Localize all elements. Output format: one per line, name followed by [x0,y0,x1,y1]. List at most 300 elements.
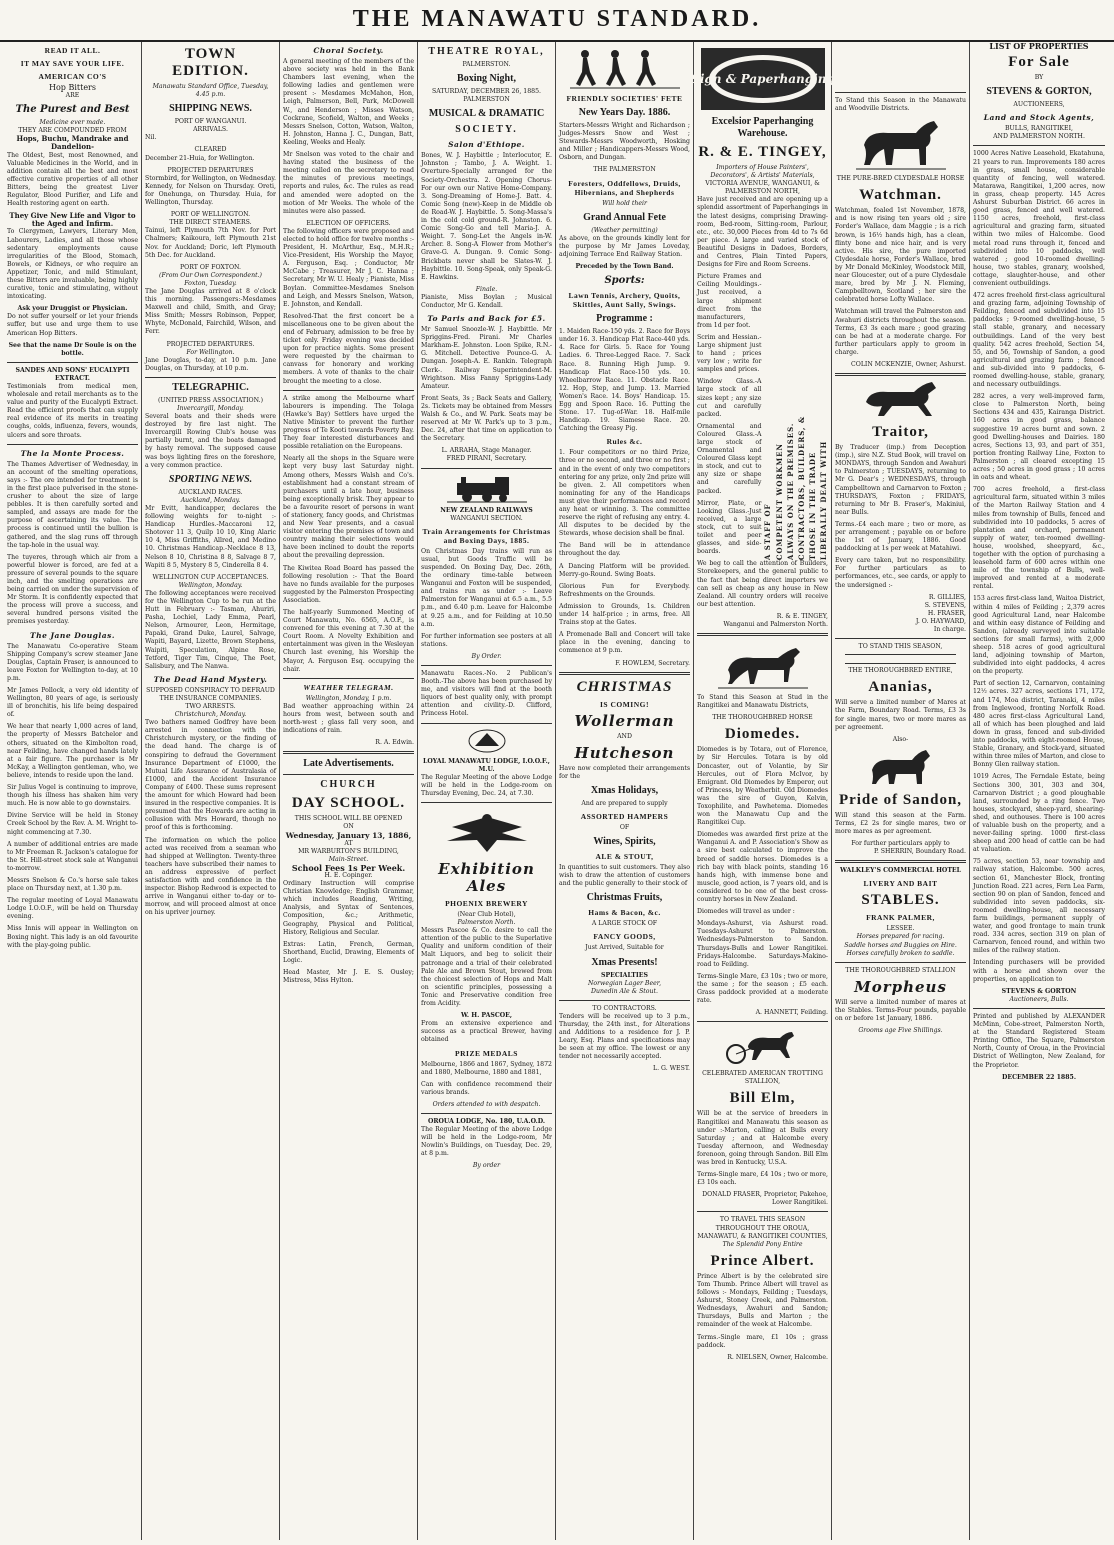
main-street-text: Main-Street. [328,855,369,863]
subheading: THE DIRECT STEAMERS. [169,219,252,227]
product-name: Hop Bitters [49,83,96,92]
dateline: Wellington, Monday, 1 p.m. [305,694,392,702]
paragraph: 700 acres freehold, a first-class agricultural farm, situated within 3 miles of the Marton Railway Station and 4 miles from township of Bulls, fenced and subdivided into 10 paddocks, 5 acres of plantation and orchard, permanent supply of water, ten-roomed dwelling-house, woolshed, sheepyard, &c., together with the option of purchasing a leasehold farm of 600 acres within one mile of the township of Bulls, well-improved and rented at a moderate rental. [973,486,1105,591]
paragraph: As above, on the grounds kindly lent for the purpose by Mr James Loveday, adjoining Terrace End Railway Station. [559,234,690,258]
paragraph: 1000 Acres Native Leasehold, Ekatahuna, 21 years to run. Improvements 180 acres in grass, small house, considerable quantity of fencing, well watered. Matarawa, Rangitikei, 1,200 acres, now in grass, cheap property. 145 Acres Ashurst Suburban District. 66 acres in good grass, fenced and well watered. 1150 acres, freehold, first-class agricultural and grazing farm, situated within two miles of Halcombe. Good metal road runs through it, fenced and subdivided into 10 paddocks, well watered ; good 10-roomed dwelling-house, two stables, granary, woolshed, cottage, slaughter-house, and other convenient outbuildings. [973,150,1105,287]
of-text: OF [619,823,630,831]
paragraph: Mr Samuel Snoozle-W. J. Haybittle. Mr Spriggins-Fred. Pirani. Mr Charles Markham-E. Johnston. Loon Spike, R.N.-G. Mitchell. Detective Pounce-G. A. Dungan. Joseph-A. E. Rankin. Telegraph Clerk-. Railway Superintendent-M. Wrightson. Miss Fanny Spriggins-Lady Amateur. [421,326,552,390]
xmas-heading: Xmas Holidays, [590,784,659,796]
paragraph: Terms-Single mare, £4 10s ; two or more, £3 10s each. [697,1171,828,1187]
vertical-text: LIBERALLY DEALT WITH [818,440,828,561]
day-school-heading: DAY SCHOOL. [291,795,406,812]
paragraph: Will serve a limited number of mares at the Stables. Terms-Four pounds, payable on or before 1st January, 1886. [835,998,966,1022]
to-stand: TO STAND THIS SEASON, [858,643,943,651]
paragraph: The Jane Douglas arrived at 8 o'clock this morning. Passengers:-Mesdames Maxwell and child, Smith, and Gray; Miss Smith; Messrs Robinson, Pepper, Whyte, McDonald, Fairchild, Wilson, and Ferr. [145,287,276,336]
prepared-text: And are prepared to supply [581,799,668,807]
paragraph: Part of section 12, Carnarvon, containing 12½ acres. 327 acres, sections 171, 172, and 174, Moa district, Taranaki, 4 miles from Inglewood, fronting Norfolk Road. 480 acres first-class Agricultural Land, all of which has been ploughed and laid down in grass, fenced and sub-divided into paddocks, with eight-roomed House, Stable, Granary, and Stock-yard, situated within three miles of Marton, and close to Bonny Glen railway station. [973,680,1105,769]
paragraph: A Promenade Ball and Concert will take place in the evening, dancing to commence at 9 p.m. [559,631,690,655]
large-text: A LARGE STOCK OF [591,920,658,928]
further-text: For further particulars apply to [851,840,950,848]
signature: R. GILLIES, [928,593,966,601]
paragraph: We hear that nearly 1,000 acres of land, the property of Messrs Batchelor and others, situated on the Kimbolton road, near Feilding, have changed hands lately at a fair figure. The purchaser is Mr McKay, a Wellington gentleman, who, we believe, intends to reside upon the land. [7,723,138,779]
paragraph: To Stand this Season at Stud in the Rangitikei and Manawatu Districts, [697,694,828,710]
date-text: SATURDAY, DECEMBER 26, 1885. [431,88,542,96]
clydesdale-horse-icon [856,117,946,171]
divider [283,678,414,679]
telegraphic-heading: TELEGRAPHIC. [172,381,249,393]
firm-heading: STEVENS & GORTON, [986,86,1092,98]
divider [559,1000,690,1001]
signature: R. NIELSEN, Owner, Halcombe. [727,1353,828,1361]
lessee-text: LESSEE. [886,925,915,933]
presents-heading: Xmas Presents! [591,956,658,968]
by-text: BY [1034,74,1044,82]
subheading: For Wellington. [186,348,235,356]
weather-note: (Weather permitting) [591,226,658,234]
sporting-heading: SPORTING NEWS. [168,473,253,485]
paragraph: December 21-Huia, for Wellington. [145,154,255,162]
paragraph: Will serve a limited number of Mares at the Farm, Boundary Road. Terms, £3 3s for single mares, two or more mares as per agreement. [835,699,966,731]
paragraph: Pianiste, Miss Boylan ; Musical Conductor, Mr G. Kendall. [421,293,552,309]
finale-heading: Finale. [475,285,498,293]
paragraph: Will stand this season at the Farm. Terms, £2 2s for single mares, two or more mares as per agreement. [835,811,966,835]
diomedes-heading: Diomedes. [724,726,801,743]
divider [421,665,552,666]
subheading: (UNITED PRESS ASSOCIATION.) [158,396,263,404]
foresters-heading: Foresters, Oddfellows, Druids, Hibernians, and Shepherds [568,178,681,197]
livery-heading: LIVERY AND BAIT [863,879,938,889]
signature: Auctioneers, Bulls. [1009,995,1069,1003]
paragraph: Ornamental and Coloured Glass.-A large stock of Ornamental and Coloured Glass kept in stock, and cut to any size or shape and carefully packed. [697,422,762,495]
band-text: Preceded by the Town Band. [575,263,674,271]
boxing-heading: Boxing Night, [457,73,516,85]
signature: STEVENS & GORTON [1001,987,1077,995]
divider [559,672,690,675]
horses-text: Horses prepared for racing. [856,933,945,941]
salon-heading: Salon d'Ethiope. [448,140,525,150]
paragraph: Have just received and are opening up a splendid assortment of Paperhangings in the latest designs, comprising Drawing-room, Bed-room, Sitting-room, Parlour, etc., etc. 30,000 Pieces from 4d to 7s 6d per piece. A large and varied stock of Beautiful Designs in Dadoes, Borders, and Centres, Plain Tinted Papers, Designs for Fire and Room Screens. [697,196,828,269]
signature: COLIN MCKENZIE, Owner, Ashurst. [851,360,966,368]
eagle-icon [442,807,532,857]
vigor-heading: They Give New Life and Vigor to the Aged and Infirm. [9,211,136,229]
palmerston-text: THE PALMERSTON [593,166,656,174]
divider [835,638,966,639]
vertical-text: THOSE IN THE TRADE [807,451,817,561]
divider [283,390,414,391]
subheading: CLEARED [194,146,227,154]
fruits-heading: Christmas Fruits, [586,892,663,904]
remember-text: See that the name Dr Soule is on the bottle. [8,341,137,357]
paragraph: Scrim and Hessian.-Large shipment just to hand ; prices very low ; write for samples and prices. [697,333,762,374]
paragraph: Diomedes will travel as under : [697,908,795,916]
paragraph: Diomedes is by Totara, out of Florence, by Sir Hercules. Totara is by old Doncaster, out of Volantie, by Sir Hercules, out of Flora McIvor, by Emigrant. Old Diomedes by Emperor, out of Princess, by Weatherbit. Old Diomedes was the sire of Guyon, Kelvin, Toxophilite, and Pawhetema. Diomedes won the Manawatu Cup and the Rangitikei Cup. [697,746,828,827]
paragraph: The tuyeres, through which air from a powerful blower is forced, are fed at a pressure of several pounds to the square inch, and the smelting operations are being carried on under the supervision of Mr Storm. It is confidently expected that the process will prove a success, and several hundred persons visited the premises yesterday. [7,553,138,626]
paragraph: Divine Service will be held in Stoney Creek School by the Rev. A. M. Wright to-night commencing at 7.30. [7,812,138,836]
bill-elm-heading: Bill Elm, [729,1090,796,1107]
grooms-text: Grooms age Five Shillings. [858,1027,943,1035]
paragraph: Manawatu Races.-No. 2 Publican's Booth.-The above has been purchased by me, and visitors will find at the booth liquors of best quality only, with prompt attention and civility.-D. Clifford, Princess Hotel. [421,669,552,718]
prince-heading: Prince Albert. [710,1252,815,1269]
palm-text: AND PALMERSTON NORTH. [993,133,1085,141]
signature: L. G. WEST. [653,1065,690,1073]
vertical-text: A STAFF OF [763,503,773,561]
divider [421,723,552,724]
column-4 [418,42,556,1540]
paragraph: The Regular Meeting of the above Lodge will be held in the Lodge-room on Thursday Evening, Dec. 24, at 7.30. [421,773,552,797]
druggist-text: Ask your Druggist or Physician. [17,305,128,313]
divider [973,1008,1105,1009]
signature: F. HOWLEM, Secretary. [615,659,690,667]
choral-heading: Choral Society. [313,46,384,55]
vertical-text: CONTRACTORS, BUILDERS, & [796,415,806,561]
paragraph: We beg to call the attention of Builders, Storekeepers, and the general public to the fact that being direct importers we can sell as cheap as any house in New Zealand. All country orders will receive our best attention. [697,560,828,608]
are-text: ARE [65,92,80,100]
sale-heading: For Sale [1008,54,1070,71]
signature: P. SHERRIN, Boundary Road. [873,848,966,856]
paragraph: 472 acres freehold first-class agricultural and grazing farm, adjoining Township of Feilding, fenced and subdivided into 15 paddocks ; 9-roomed dwelling-house, 5 stall stable, granary, and necessary outbuildings. Land of the very best quality. 542 acres freehold, Section 54, 55, and 56, Township of Sandon, a good agricultural and grazing farm ; fenced and sub-divided into 9 paddocks, 6-roomed dwelling-house, stable, granary, and necessary outbuildings. [973,292,1105,389]
subheading: ARRIVALS. [193,126,228,134]
on-text: ON [343,823,354,831]
paragraph: Bad weather approaching within 24 hours from west, between south and north-west ; glass fall very soon, and indications of rain. [283,702,414,735]
paragraph: The Regular Meeting of the above Lodge will be held in the Lodge-room, Mr Nowlin's Buildings, on Tuesday, Dec. 29, at 8 p.m. [421,1126,552,1158]
walkley-heading: WALKLEY'S COMMERCIAL HOTEL [840,867,961,875]
signature: In charge. [933,626,966,634]
signature: FRED PIRANI, Secretary. [446,455,527,463]
divider [973,145,1105,146]
society-heading: SOCIETY. [455,124,518,136]
section-heading: WANGANUI SECTION. [450,514,523,522]
importers-text: Importers of House Painters', Decorators', & Artists' Materials, [710,164,815,180]
medicine-text: Medicine ever made. [39,119,106,127]
port-heading: PORT OF WANGANUI. [174,118,247,126]
paragraph: Do not suffer yourself or let your friends suffer, but use and urge them to use American Hop Bitters. [7,313,138,337]
svg-text:Sign & Paperhanging: Sign & Paperhanging [690,72,835,86]
building-text: MR WARBURTON'S BUILDING, [298,847,399,855]
paragraph: Front Seats, 3s ; Back Seats and Gallery, 2s. Tickets may be obtained from Messrs Walsh & Co., and W. Park. Seats may be reserved at Mr W. Park's up to 3 p.m., Dec. 24, after that time on application to the Secretary. [421,394,552,443]
land-heading: Land and Stock Agents, [983,113,1095,123]
divider [697,1211,828,1212]
at-text: AT [344,839,353,847]
dunedin-text: Dunedin Ale & Stout. [591,987,658,995]
paragraph: A number of additional entries are made to Mr Freeman R. Jackson's catalogue for the St. Hill-street stock sale at Wanganui to-morrow. [7,840,138,872]
paragraph: The Oldest, Best, most Renowned, and Valuable Medicines in the World, and in addition contain all the best and most effective curative properties of all other Bitters, being the greatest Liver Regulator, Blood Purifier, and Life and Health restoring agent on earth. [7,151,138,208]
lodge-heading: LOYAL MANAWATU LODGE, I.O.O.F., M.U. [423,757,550,773]
prize-heading: PRIZE MEDALS [455,1048,518,1058]
paragraph: Starters-Messrs Wright and Richardson ; Judges-Messrs Snow and West ; Stewards-Messrs Woodworth, Hosking and Miller ; Handicappers-Messrs Wood, Osborn, and Dungan. [559,122,690,162]
compounded-text: THEY ARE COMPOUNDED FROM [18,127,127,135]
paragraph: The Manawatu Co-operative Steam Shipping Company's screw steamer Jane Douglas, Captain Fraser, is announced to leave Foxton for Wellington to-day, at 10 p.m. [7,642,138,682]
column-6 [690,42,835,1540]
paragraph: Terms.-£4 each mare ; two or more, as per arrangement ; payable on or before the 1st of January, 1886. Good paddocking at 1s per week at Matahiwi. [835,520,966,553]
lodge-emblem-icon [467,728,507,754]
paragraph: Mr Snelson was voted to the chair and having stated the business of the meeting called on the secretary to read the minutes of previous meetings, reports and rules, &c. The rules as read and amended were adopted on the motion of Mr Weeks. The whole of the minutes were also passed. [283,151,414,215]
paragraph: Testimonials from medical men, wholesale and retail merchants as to the value and purity of the Eucalypti Extract. Read the efficient proofs that can supply real evidence of its merits in treating coughs, colds, influenza, fevers, wounds, ulcers and sore throats. [7,383,138,439]
paragraph: From an extensive experience and success as a practical Brewer, having obtained [421,1020,552,1044]
racehorse-icon [856,380,946,420]
fancy-heading: FANCY GOODS, [593,932,656,942]
palmerston-north-text: Palmerston North. [457,919,516,927]
paragraph: Watchman will travel the Palmerston and Awahuri districts throughout the season. Terms, £3 3s each mare ; good grazing can be had at a moderate charge. For further particulars apply to groom in charge. [835,308,966,356]
will-hold: Will hold their [602,199,647,207]
divider [835,92,966,93]
reopened-text: THIS SCHOOL WILL BE OPENED [294,815,403,823]
port-heading: PORT OF WELLINGTON. [170,211,251,219]
subheading: SUPPOSED CONSPIRACY TO DEFRAUD THE INSURANCE COMPANIES. [146,686,275,702]
paragraph: Will be at the service of breeders in Rangitikei and Manawatu this season as under :-Marton, calling at Bulls every Saturday ; and at Halcombe every Tuesday afternoon, and Wednesday forenoon, going through Sandon. Bill Elm was bred in Kentucky, U.S.A. [697,1110,828,1166]
jane-heading: The Jane Douglas. [30,630,115,640]
dateline: Auckland, Monday. [180,496,241,504]
paragraph: Diomedes was awarded first prize at the Wanganui A. and P. Association's Show as a sire best calculated to improve the breed of saddle horses. Diomedes is a rich bay with black points, standing 16 hands high, with immense bone and muscle, good action, is 7 years old, and is considered to be one of the best cross-country horses in New Zealand. [697,831,828,904]
rules-heading: Rules &c. [606,437,643,447]
paragraph: Tainui, left Plymouth 7th Nov. for Port Chalmers; Kaikoura, left Plymouth 21st Nov. for Auckland; Doric, left Plymouth 5th Dec. for Auckland. [145,227,276,259]
runners-icon [570,46,680,90]
hams-heading: Hams & Bacon, &c. [588,908,661,918]
stables-heading: STABLES. [861,892,940,909]
banner-heading: Excelsior Paperhanging Warehouse. [711,116,814,139]
paragraph: In quantities to suit customers. They also wish to draw the attention of customers and the public generally to their stock of [559,864,690,888]
musical-heading: MUSICAL & DRAMATIC [428,108,545,120]
paragraph: Intending purchasers will be provided with a horse and shown over the properties, on application to [973,959,1105,983]
column-8 [970,42,1108,1540]
phoenix-heading: PHOENIX BREWERY [445,899,528,908]
friendly-heading: FRIENDLY SOCIETIES' FETE [566,94,683,103]
christmas-heading: CHRISTMAS [576,678,673,695]
paragraph: 1. Four competitors or no third Prize, three or no second, and three or no first ; and in the event of only two competitors entering for any prize, only 2nd prize will be given. 2. All competitors when nominating for any of the Handicaps must give their performances and record any heat or winning. 3. The committee reserve the right of refusing any entry. 4. All disputes to be decided by the Stewards, whose decision shall be final. [559,449,690,538]
paragraph: Messrs Pascoe & Co. desire to call the attention of the public to the Superlative Quality and uniform condition of their Malt Liquors, and beg to solicit their patronage and a trial of their celebrated Pale Ale and Brown Stout, brewed from the choicest selection of Hops and Malt on scientific principles, possessing a Tonic and Preservative condition free from Acidity. [421,927,552,1008]
paragraph: 282 acres, a very well-improved farm, close to Palmerston North, being Sections 434 and 435, Kairanga District. 160 acres in good grass, balance suggestive 19 acres burnt and sown. 2 good Dwelling-houses and Dairies. 180 acres, Sections 13, 93, and part of 351, portion fronting Railway Line, Foxton to Palmerston ; all cleared excepting 15 acres ; 50 acres in good grass ; 10 acres in oats and wheat. [973,393,1105,482]
paragraph: Terms.-Single mare, £1 10s ; grass paddock. [697,1333,828,1349]
divider [7,444,138,445]
paragraph: Ordinary Instruction will comprise Christian Knowledge; English Grammar, which includes Reading, Writing, Analysis, and Syntax of Sentences, Composition, &c.; Arithmetic, Geography, Physical and Political, History, Religious and Secular. [283,880,414,936]
paragraph: Watchman, foaled 1st November, 1878, and is now rising ten years old ; sire Forder's Wallace, dam Maggie ; is a rich brown, is 16½ hands high, has a clean, flinty bone and nice hair, and is very active. His sire, the pure imported Clydesdale horse, Forder's Wallace, bred by Mr Donald McKinley, Woodstock Mill, near Gloucester, out of a pure Clydesdale mare, bred by Mr J. N. Fleming, Campbelltown, Scotland ; her sire the celebrated horse Lofty Wallace. [835,207,966,304]
paragraph: Window Glass.-A large stock of all sizes kept ; any size cut and carefully packed. [697,378,762,418]
imprint: Printed and published by ALEXANDER McMinn, Cobe-street, Palmerston North, at the Standard Registered Steam Printing Office, The Square, Palmerston North, County of Oroua, in the Provincial District of Wellington, New Zealand, for the Proprietor. [973,1012,1105,1069]
fees-text: School Fees 1s Per Week. [291,862,406,873]
paragraph: To Stand this Season in the Manawatu and Woodville Districts. [835,97,966,113]
paragraph: Bones, W. J. Haybittle ; Interlocutor, E. Johnston ; Tambo, J. A. Weight. 1. Overture-Specially arranged for the Society-Orchestra. 2. Opening Chorus-For our own our Native Home-Company. 3. Song-Dreaming of Home-J. Batt. 4. Comic Song (new)-Keep in de Middle ob de Road-W. J. Haybittle. 5. Song-Massa's in the cold cold ground-R. Johnston. 6. Comic Song-Go and tell Maria-J. A. Weight. 7. Song-Let the Angels in-W. Archer. 8. Song-A Flower from Mother's Grave-G. A. Dungan. 9. Comic Song-Brickbats never shall be Slates-W. J. Haybittle. 10. Song-Speak, only Speak-G. E. Hawkins. [421,152,552,281]
divider [845,654,956,664]
travel-heading: TO TRAVEL THIS SEASON THROUGHOUT THE OROUA, MANAWATU, & RANGITIKEI COUNTIES, [697,1216,828,1240]
firm-heading: R. & E. TINGEY, [698,144,827,160]
signature: L. ARRAHA, Stage Manager. [441,447,532,455]
grand-heading: Grand Annual Fete [583,211,666,223]
divider [421,1113,552,1114]
subheading: AUCKLAND RACES. [178,488,243,496]
railways-heading: NEW ZEALAND RAILWAYS [440,506,533,514]
paragraph: Miss Innis will appear in Wellington on Boxing night. This lady is an old favourite with the play-going public. [7,925,138,949]
paragraph: For further information see posters at all stations. [421,632,552,648]
paragraph: 75 acres, section 53, near township and railway station, Halcombe. 500 acres, section 61, Manchester Block, fronting Junction Road. 221 acres, Fern Lea Farm, section 90 on plan of Sandon, fenced and subdivided into seven paddocks, six-roomed dwelling-house, all necessary farm buildings, permanent supply of water, and good frontage to main trunk road. 334 acres, section 319 on plan of Carnarvon, fenced round, and within two miles of the railway station. [973,858,1105,955]
hutcheson-heading: Hutcheson [574,743,675,762]
company-heading: AMERICAN CO'S [38,72,107,81]
divider [697,633,828,636]
signature: A. HANNETT, Feilding. [755,1009,828,1017]
horse-icon [866,748,936,788]
sports-heading: Sports: [604,275,645,287]
wines-heading: Wines, Spirits, [593,836,656,848]
sandes-heading: SANDES AND SONS' EUCALYPTI EXTRACT. [15,366,130,382]
paragraph: Two bathers named Godfrey have been arrested in connection with the Christchurch mystery, or the finding of the dead hand. The charge is of conspiring to defraud the Government Insurance Department of £1000, the Mutual Life Assurance of Australasia of £1000, and the Accident Insurance Company of £400. These sums represent the amount for which Howard had been insured in the respective companies. It is presumed that the Howards are acting in collusion with Mrs Howard, though no proof of this is forthcoming. [145,719,276,832]
divider [145,377,276,378]
subheading: PROJECTED DEPARTURES [167,166,254,174]
purest-heading: The Purest and Best [15,104,130,116]
paragraph: Prince Albert is by the celebrated sire Tom Thumb. Prince Albert will travel as follows :- Mondays, Feilding ; Tuesdays, Ashurst, Stoney Creek, and Palmerston. Wednesdays, Awahuri and Sandon; Thursdays, Bulls and Marton ; the remainder of the week at Halcombe. [697,1272,828,1329]
paragraph: The half-yearly Summoned Meeting of Court Manawatu, No. 6565, A.O.F., is convened for this evening at 7.30 at the Court Room. A Novelty Exhibition and entertainment was given in the Wesleyan Church last evening, his Worship the Mayor, A. Ferguson Esq. occupying the chair. [283,609,414,673]
just-text: Just Arrived, Suitable for [585,944,664,952]
orders-text: Orders attended to with despatch. [432,1100,541,1108]
hampers-heading: ASSORTED HAMPERS [580,811,669,821]
paragraph: Resolved-That the first concert be a miscellaneous one to be given about the end of February, admission to be free by ticket only. Friday evening was decided upon for practice nights. Some present were requested by the chairman to canvass for honorary and working members. A vote of thanks to the chair brought the meeting to a close. [283,312,414,385]
morpheus-heading: Morpheus [854,977,947,996]
paragraph: Mr James Pollock, a very old identity of Wellington, 80 years of age, is seriously ill of bronchitis, his life being despaired of. [7,687,138,719]
divider [697,1021,828,1022]
paragraph: Jane Douglas, to-day, at 10 p.m. Jane Douglas, on Thursday, at 10 p.m. [145,356,276,372]
signature: DONALD FRASER, Proprietor, Pakehoe, Lower Rangitikei. [702,1191,828,1207]
palmerston-text: PALMERSTON. [462,61,511,68]
date-text: Wednesday, January 13, 1886, [285,830,412,840]
paragraph: The Band will be in attendance throughout the day. [559,542,690,558]
thoroughbred-text: THE THOROUGHBRED HORSE [712,714,813,722]
pascoe-name: W. H. PASCOE, [460,1012,513,1020]
paris-heading: To Paris and Back for £5. [427,314,546,324]
subheading: TWO ARRESTS. [185,703,236,710]
entire-heading: THE THOROUGHBRED ENTIRE, [848,667,953,675]
palmerston-text: PALMERSTON [463,96,510,104]
theatre-heading: THEATRE ROYAL, [428,46,545,57]
divider [835,860,966,863]
auct-text: AUCTIONEERS, [1013,101,1065,109]
port-heading: PORT OF FOXTON. [179,263,242,271]
paragraph: Every care taken, but no responsibility. For further particulars as to performances, etc., see cards, or apply to the undersigned :- [835,557,966,589]
divider [283,751,414,754]
trotting-horse-icon [718,1026,808,1066]
exhibition-heading: Exhibition Ales [438,860,535,895]
paragraph: Nil. [145,134,157,142]
address-text: VICTORIA AVENUE, WANGANUI, & PALMERSTON NORTH, [705,180,820,196]
norwegian-text: Norwegian Lager Beer, [587,979,662,987]
locomotive-icon [447,473,527,503]
signature: R. A. Edwin. [375,739,414,747]
by-order: By order [472,1162,501,1170]
paragraph: Mirror, Plate, or Looking Glass.-Just received, a large stock, cut to suit toilet and peer glasses, and side-boards. [697,499,762,556]
ananias-heading: Ananias, [868,679,933,696]
also-text: Also- [892,735,909,743]
spacer [835,42,966,88]
programme-heading: Programme : [596,313,653,325]
paragraph: Picture Frames and Ceiling Mouldings.-Just received, a large shipment direct from the manufacturers, from 1d per foot. [697,273,762,329]
paragraph: Admission to Grounds, 1s. Children under 14 half-price ; in arms, free. All Trains stop at the Gates. [559,602,690,627]
ingredients-text: Hops, Buchu, Mandrake and Dandelion- [16,134,129,152]
games-heading: Lawn Tennis, Archery, Quoits, Skittles, Aunt Sally, Swings. [568,291,681,310]
paragraph: Mondays-Ashurst, via Ashurst road. Tuesdays-Ashurst to Palmerston. Wednesdays-Palmerston to Sandon. Thursdays-Bulls and Lower Rangitikei. Fridays-Halcombe. Saturdays-Makino-road to Feilding. [697,920,828,968]
column-2 [142,42,280,1540]
paragraph: On Christmas Day trains will run as usual, but Goods Traffic will be suspended. On Boxing Day, Dec. 26th, the ordinary time-table between Wanganui and Foxton will be suspended, and trains run as under :- Leave Palmerston for Wanganui at 6.5 a.m., 5.5 p.m., and 6.40 p.m. Leave for Halcombe at 9.25 a.m., and for Feilding at 10.50 a.m. [421,547,552,628]
signature: S. STEVENS, [924,601,966,609]
monte-heading: The la Monte Process. [20,448,125,458]
palmer-heading: FRANK PALMER, [866,913,935,923]
list-heading: LIST OF PROPERTIES [989,41,1089,51]
paragraph: Stormbird, for Wellington, on Wednesday. Kennedy, for Nelson on Thursday. Oreti, for Onehunga, on Thursday. Huia, for Wellington, Thursday. [145,174,276,207]
divider [7,362,138,363]
divider [421,468,552,469]
signature: H. FRASER, [927,609,966,617]
newspaper-columns [4,42,1110,1540]
copinger: H. E. Copinger. [324,871,373,879]
late-ads-heading: Late Advertisements. [303,758,394,770]
vertical-text: COMPETENT WORKMEN [774,443,784,561]
and-text: AND [617,732,632,740]
signature: J. O. HAYWARD, [915,617,966,625]
paragraph: Tenders will be received up to 3 p.m., Thursday, the 24th inst., for Alterations and Additions to a residence for J. P. Leary, Esq. Plans and specifications may be seen at my office. The lowest or any tender not necessarily accepted. [559,1012,690,1061]
dateline: Wellington, Monday. [178,581,243,589]
newyear-heading: New Years Day. 1886. [578,107,671,118]
wollerman-heading: Wollerman [574,711,675,730]
subheading: PROJECTED DEPARTURES. [166,340,255,348]
paragraph: The information on which the police acted was received from a seaman who had shipped at Wellington. Twenty-three teachers have subscribed their names to an address expressive of perfect satisfaction with and confidence in the inspector. Bishop Redwood is expected to arrive in Wanganui either to-day or to-morrow, and will proceed almost at once on his upriver journey. [145,836,276,917]
shipping-heading: SHIPPING NEWS. [169,103,252,115]
specialties-text: SPECIALTIES [601,971,648,979]
paragraph: Can with confidence recommend their various brands. [421,1080,552,1096]
column-7 [832,42,970,1540]
subheading: (From Our Own Correspondent.) [159,271,262,279]
paragraph: To Clergymen, Lawyers, Literary Men, Labourers, Ladies, and all those whose sedentary employments cause irregularities of the Blood, Stomach, Bowels, or Kidneys, or who require an Appetizer, Tonic, and mild Stimulant, these Bitters are invaluable, being highly curative, tonic and stimulating, without intoxicating. [7,228,138,301]
paragraph: 1019 Acres, The Ferndale Estate, being Sections 300, 301, 303 and 304, Carnarvon District ; a good ploughable land, surrounded by a ring fence. Two houses, stockyard, sheep-yard, shearing-shed, and outhouses. There is 100 acres of valuable bush on the property, and a never-failing spring. 1000 first-class sheep and 200 head of cattle can be had at valuation. [973,773,1105,854]
paragraph: The regular meeting of Loyal Manawatu Lodge I.O.O.F., will be held on Thursday evening. [7,897,138,921]
weather-heading: WEATHER TELEGRAM. [303,682,394,692]
signature: R. & E. TINGEY, [776,612,828,620]
column-1 [4,42,142,1540]
paragraph: 1. Maiden Race-150 yds. 2. Race for Boys under 16. 3. Handicap Flat Race-440 yds. 4. Race for Girls. 5. Race for Young Ladies. 6. Three-Legged Race. 7. Sack Race. 8. Running High Jump. 9. Handicap Flat Race-150 yds. 10. Wheelbarrow Race. 11. Obstacle Race. 12. Hop, Step, and Jump. 13. Married Women's Race. 14. Boys' Handicap. 15. Egg and Spoon Race. 16. Putting the Stone. 17. Tug-of-War. 18. Half-mile Handicap. 19. Siamese Race. 20. Catching the Greasy Pig. [559,328,690,433]
save-heading: IT MAY SAVE YOUR LIFE. [20,59,125,68]
paragraph: By Traducer (imp.) from Deception (imp.), sire N.Z. Stud Book, will travel on MONDAYS, through Sandon and Awahuri to Palmerston ; TUESDAYS, returning to Mr G. Dear's ; WEDNESDAYS, through Campbelltown and Carnarvon to Foxton ; THURSDAYS, Foxton ; FRIDAYS, returning to Mr B. Fraser's, Makiniui, near Bulls. [835,444,966,516]
saddle-text: Saddle horses and Buggies on Hire. [844,941,957,949]
town-edition-heading: TOWN EDITION. [172,46,249,79]
paragraph: Terms-Single Mare, £3 10s ; two or more, the same ; for the season ; £5 each. Grass paddock provided at a moderate rate. [697,972,828,1005]
paragraph: A strike among the Melbourne wharf labourers is impending. The Tolaga (Hawke's Bay) Settlers have urged the Native Minister to prevent the further progress of Te Kooti towards Poverty Bay. They fear interested disturbances and possible retaliation on the Europeans. [283,394,414,451]
dead-hand-heading: The Dead Hand Mystery. [153,674,268,684]
contractors-heading: TO CONTRACTORS. [592,1004,657,1012]
paragraph: Mr Evitt, handicapper, declares the following weights for to-night :- Handicap Hurdles.-Maccaroni 12, Shotover 11 3, Quilp 10 10, King Alaric 10 4, Miss Griffiths, Allred, and Medino 10. Christmas Handicap.-Necklace 8 13, Nelson 8 10, Christina 8 8, Salvage 8 7, Wapiti 8 5, Mystery 8 5, Cinderella 8 4. [145,504,276,569]
imprint-date: DECEMBER 22 1885. [1002,1073,1076,1081]
newspaper-title: THE MANAWATU STANDARD. [352,6,762,32]
divider [283,774,414,775]
paragraph: The following acceptances were received for the Wellington Cup to be run at the Hutt in February :- Tasman, Ahuriri, Pasha, Lochiel, Lady Emma, Pearl, Nelson, Armourer, Leon, Hermitage, Papaki, Grand Duke, Laurel, Salvage, Wapiti, Bayard, Lizette, Brown Stephens, Waipiti, Speculation, Alpine Rose, Tetford, Tiger Tim, Cinque, The Poet, Salisbury, and The Nanwa. [145,589,276,670]
paragraph: A general meeting of the members of the above society was held in the Bank Chambers last evening, when the following ladies and gentlemen were present :- Mesdames McMahon, Hon, Leigh, Palmerson, Bell, Park, McDowell W., and Henderson ; Misses Watson, Cockrane, Scofield, Walton, and Weeks ; Messrs Snelson, Cotton, Watson, Walton, H. Johnston, Hanna J. C., Dungan, Batt, Keeling, Weeks and Healy. [283,58,414,146]
masthead [0,6,1114,42]
horse-icon [718,640,808,690]
ale-heading: ALE & STOUT, [595,852,654,862]
paragraph: Extras: Latin, French, German, Shorthand, Euclid, Drawing, Elements of Logic. [283,940,414,964]
column-5 [556,42,694,1540]
trot-heading: CELEBRATED AMERICAN TROTTING STALLION, [702,1070,823,1086]
broken-text: Horses carefully broken to saddle. [846,949,955,957]
read-heading: READ IT ALL. [44,46,101,55]
signature: Wanganui and Palmerston North. [723,620,828,628]
paragraph: 153 acres first-class land, Waitoa District, within 4 miles of Feilding ; 2,379 acres good Agricultural Land, near Halcombe and within easy distance of Feilding and Sandon, (already surveyed into suitable sections for small farms), with 2,000 sheep. 518 acres of good agricultural land, adjoining township of Marton, subdivided into eight paddocks, 4 acres on the property. [973,595,1105,676]
splendid-text: The Splendid Pony Entire [722,1240,803,1248]
paragraph: Head Master, Mr J. E. S. Ousley; Mistress, Miss Hylton. [283,969,414,985]
pride-heading: Pride of Sandon, [838,791,963,808]
church-heading: CHURCH [320,779,377,791]
paragraph: The Thames Advertiser of Wednesday, in an account of the smelting operations, says :- The ore intended for treatment is in the first place pulverised in the stone-crusher to about the size of large pebbles. It is then carefully sorted and sampled, and assays are made for the purpose of ascertaining its value. The process is continued until the bullion is gathered, and the slag runs off through the tap-hole in the usual way. [7,460,138,549]
paragraph: Messrs Snelson & Co.'s horse sale takes place on Thursday next, at 1.30 p.m. [7,876,138,893]
watchman-heading: Watchman. [859,187,942,204]
oroua-heading: OROUA LODGE, No. 180, U.A.O.D. [427,1117,546,1125]
divider [835,373,966,376]
stallion-heading: THE THOROUGHBRED STALLION [845,966,956,974]
traitor-heading: Traitor, [872,424,929,441]
subheading: WELLINGTON CUP ACCEPTANCES. [152,573,269,581]
